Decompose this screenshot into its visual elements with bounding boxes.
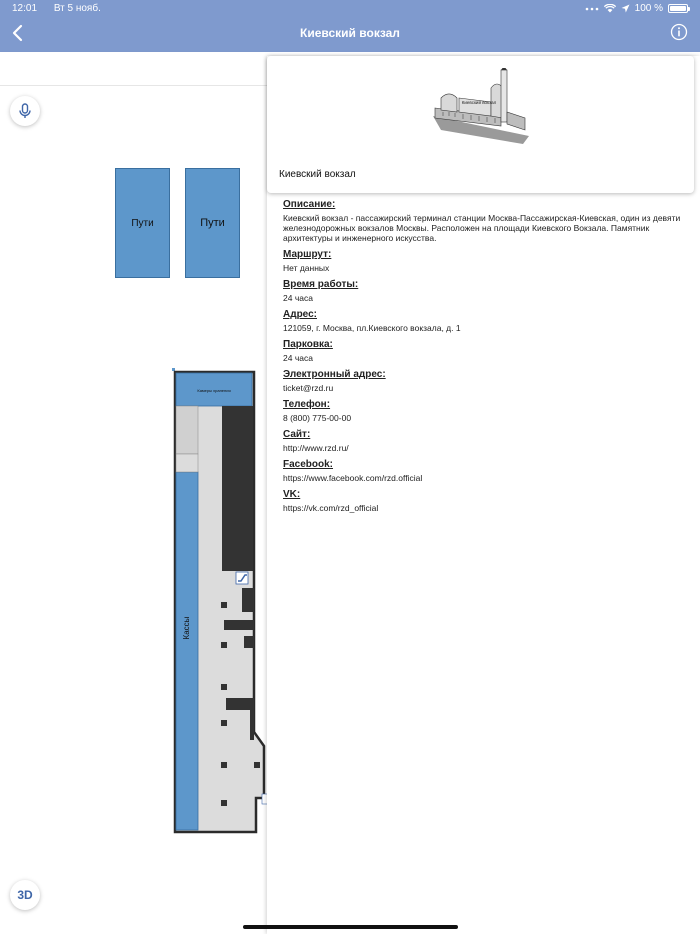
status-time: 12:01 — [12, 3, 38, 14]
field-value: 121059, г. Москва, пл.Киевского вокзала, д. 1 — [283, 323, 461, 333]
field-parking — [283, 339, 688, 363]
platform-tracks-right[interactable] — [185, 168, 240, 278]
field-facebook — [283, 459, 688, 483]
status-bar-right — [585, 3, 688, 14]
website-link[interactable]: http://www.rzd.ru/ — [283, 443, 349, 453]
field-label: VK: — [283, 489, 301, 500]
field-phone — [283, 399, 688, 423]
field-value: 24 часа — [283, 353, 313, 363]
location-arrow-icon — [621, 4, 630, 13]
field-description — [283, 199, 688, 243]
field-value: Нет данных — [283, 263, 330, 273]
field-email — [283, 369, 688, 393]
storage-label: Камеры хранения — [197, 388, 231, 393]
ticket-office-area — [176, 472, 198, 830]
field-label: Время работы: — [283, 279, 359, 290]
field-label: Маршрут: — [283, 249, 332, 260]
nav-header — [0, 0, 700, 52]
station-image — [431, 68, 531, 148]
battery-percent: 100 % — [634, 3, 663, 14]
track-left-label: Пути — [131, 217, 154, 229]
cellular-dots-icon — [585, 7, 599, 11]
field-label: Сайт: — [283, 429, 311, 440]
place-details — [283, 199, 688, 519]
place-header-card — [267, 56, 694, 193]
field-label: Адрес: — [283, 309, 317, 320]
field-hours — [283, 279, 688, 303]
field-label: Описание: — [283, 199, 336, 210]
field-label: Электронный адрес: — [283, 369, 386, 380]
status-date: Вт 5 нояб. — [53, 3, 101, 14]
field-label: Facebook: — [283, 459, 334, 470]
status-bar-left — [12, 3, 115, 14]
field-website — [283, 429, 688, 453]
voice-search-button[interactable] — [10, 96, 40, 126]
platform-tracks-left[interactable] — [115, 168, 170, 278]
facebook-link[interactable]: https://www.facebook.com/rzd.official — [283, 473, 423, 483]
place-info-panel — [267, 56, 700, 934]
phone-link[interactable]: 8 (800) 775-00-00 — [283, 413, 352, 423]
field-route — [283, 249, 688, 273]
place-title: Киевский вокзал — [279, 169, 356, 180]
info-button[interactable] — [670, 23, 688, 41]
field-label: Телефон: — [283, 399, 331, 410]
3d-view-button[interactable]: 3D — [10, 880, 40, 910]
escalator-icon — [236, 572, 248, 584]
home-indicator[interactable] — [243, 925, 458, 929]
track-right-label: Пути — [200, 217, 225, 229]
field-vk — [283, 489, 688, 513]
field-value: Киевский вокзал - пассажирский терминал станции Москва-Пассажирская-Киевская, один из девяти железнодорожных вокзалов Москвы. Расположен на площади Киевского Вокзала. Памятник архитектуры и инженерного искусства. — [283, 213, 681, 243]
microphone-icon — [18, 103, 32, 119]
station-image-caption: Киевский вокзал — [461, 100, 497, 105]
page-title: Киевский вокзал — [300, 26, 400, 40]
battery-icon — [668, 4, 688, 13]
email-link[interactable]: ticket@rzd.ru — [283, 383, 334, 393]
field-address — [283, 309, 688, 333]
field-label: Парковка: — [283, 339, 333, 350]
wifi-icon — [604, 4, 616, 13]
ticket-office-label: Кассы — [182, 616, 191, 640]
vk-link[interactable]: https://vk.com/rzd_official — [283, 503, 379, 513]
field-value: 24 часа — [283, 293, 313, 303]
